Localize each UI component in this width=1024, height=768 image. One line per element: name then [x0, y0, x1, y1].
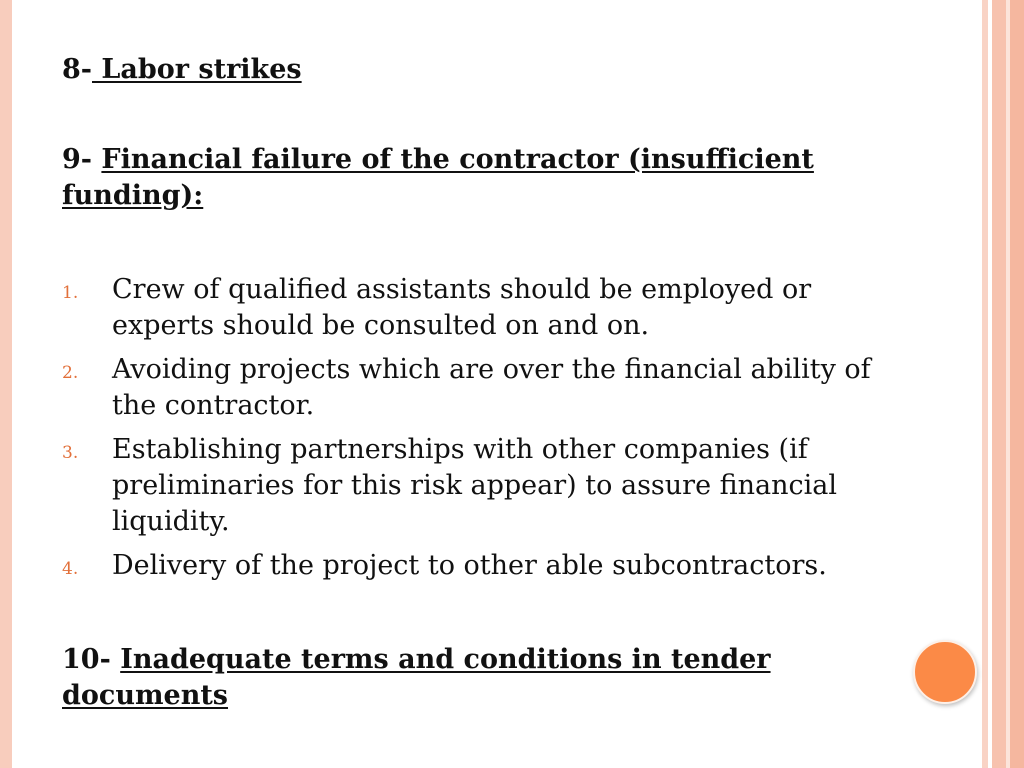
heading-text: Inadequate terms and conditions in tender documents	[62, 644, 771, 711]
list-item-number: 2.	[62, 363, 79, 383]
heading-number: 10-	[62, 644, 111, 675]
list-item-number: 4.	[62, 559, 79, 579]
list-item	[62, 432, 882, 540]
heading-inadequate-terms	[62, 642, 882, 714]
orange-circle-decoration	[913, 640, 977, 704]
list-item	[62, 352, 882, 424]
left-border-decoration	[0, 0, 12, 768]
list-item-text: Crew of qualified assistants should be employed or experts should be consulted on and on.	[112, 274, 812, 341]
mitigation-list	[62, 272, 882, 592]
heading-labor-strikes	[62, 52, 302, 88]
list-item-text: Delivery of the project to other able subcontractors.	[112, 550, 827, 581]
list-item	[62, 272, 882, 344]
list-item-text: Avoiding projects which are over the financial ability of the contractor.	[112, 354, 871, 421]
heading-text: Labor strikes	[92, 54, 302, 85]
heading-financial-failure	[62, 142, 882, 214]
list-item-text: Establishing partnerships with other companies (if preliminaries for this risk appear) to assure financial liquidity.	[112, 434, 838, 537]
heading-number: 9-	[62, 144, 92, 175]
heading-text: Financial failure of the contractor (insufficient funding):	[62, 144, 814, 211]
list-item	[62, 548, 882, 584]
list-item-number: 3.	[62, 443, 79, 463]
right-stripes-decoration	[978, 0, 1024, 768]
heading-number: 8-	[62, 54, 92, 85]
list-item-number: 1.	[62, 283, 79, 303]
